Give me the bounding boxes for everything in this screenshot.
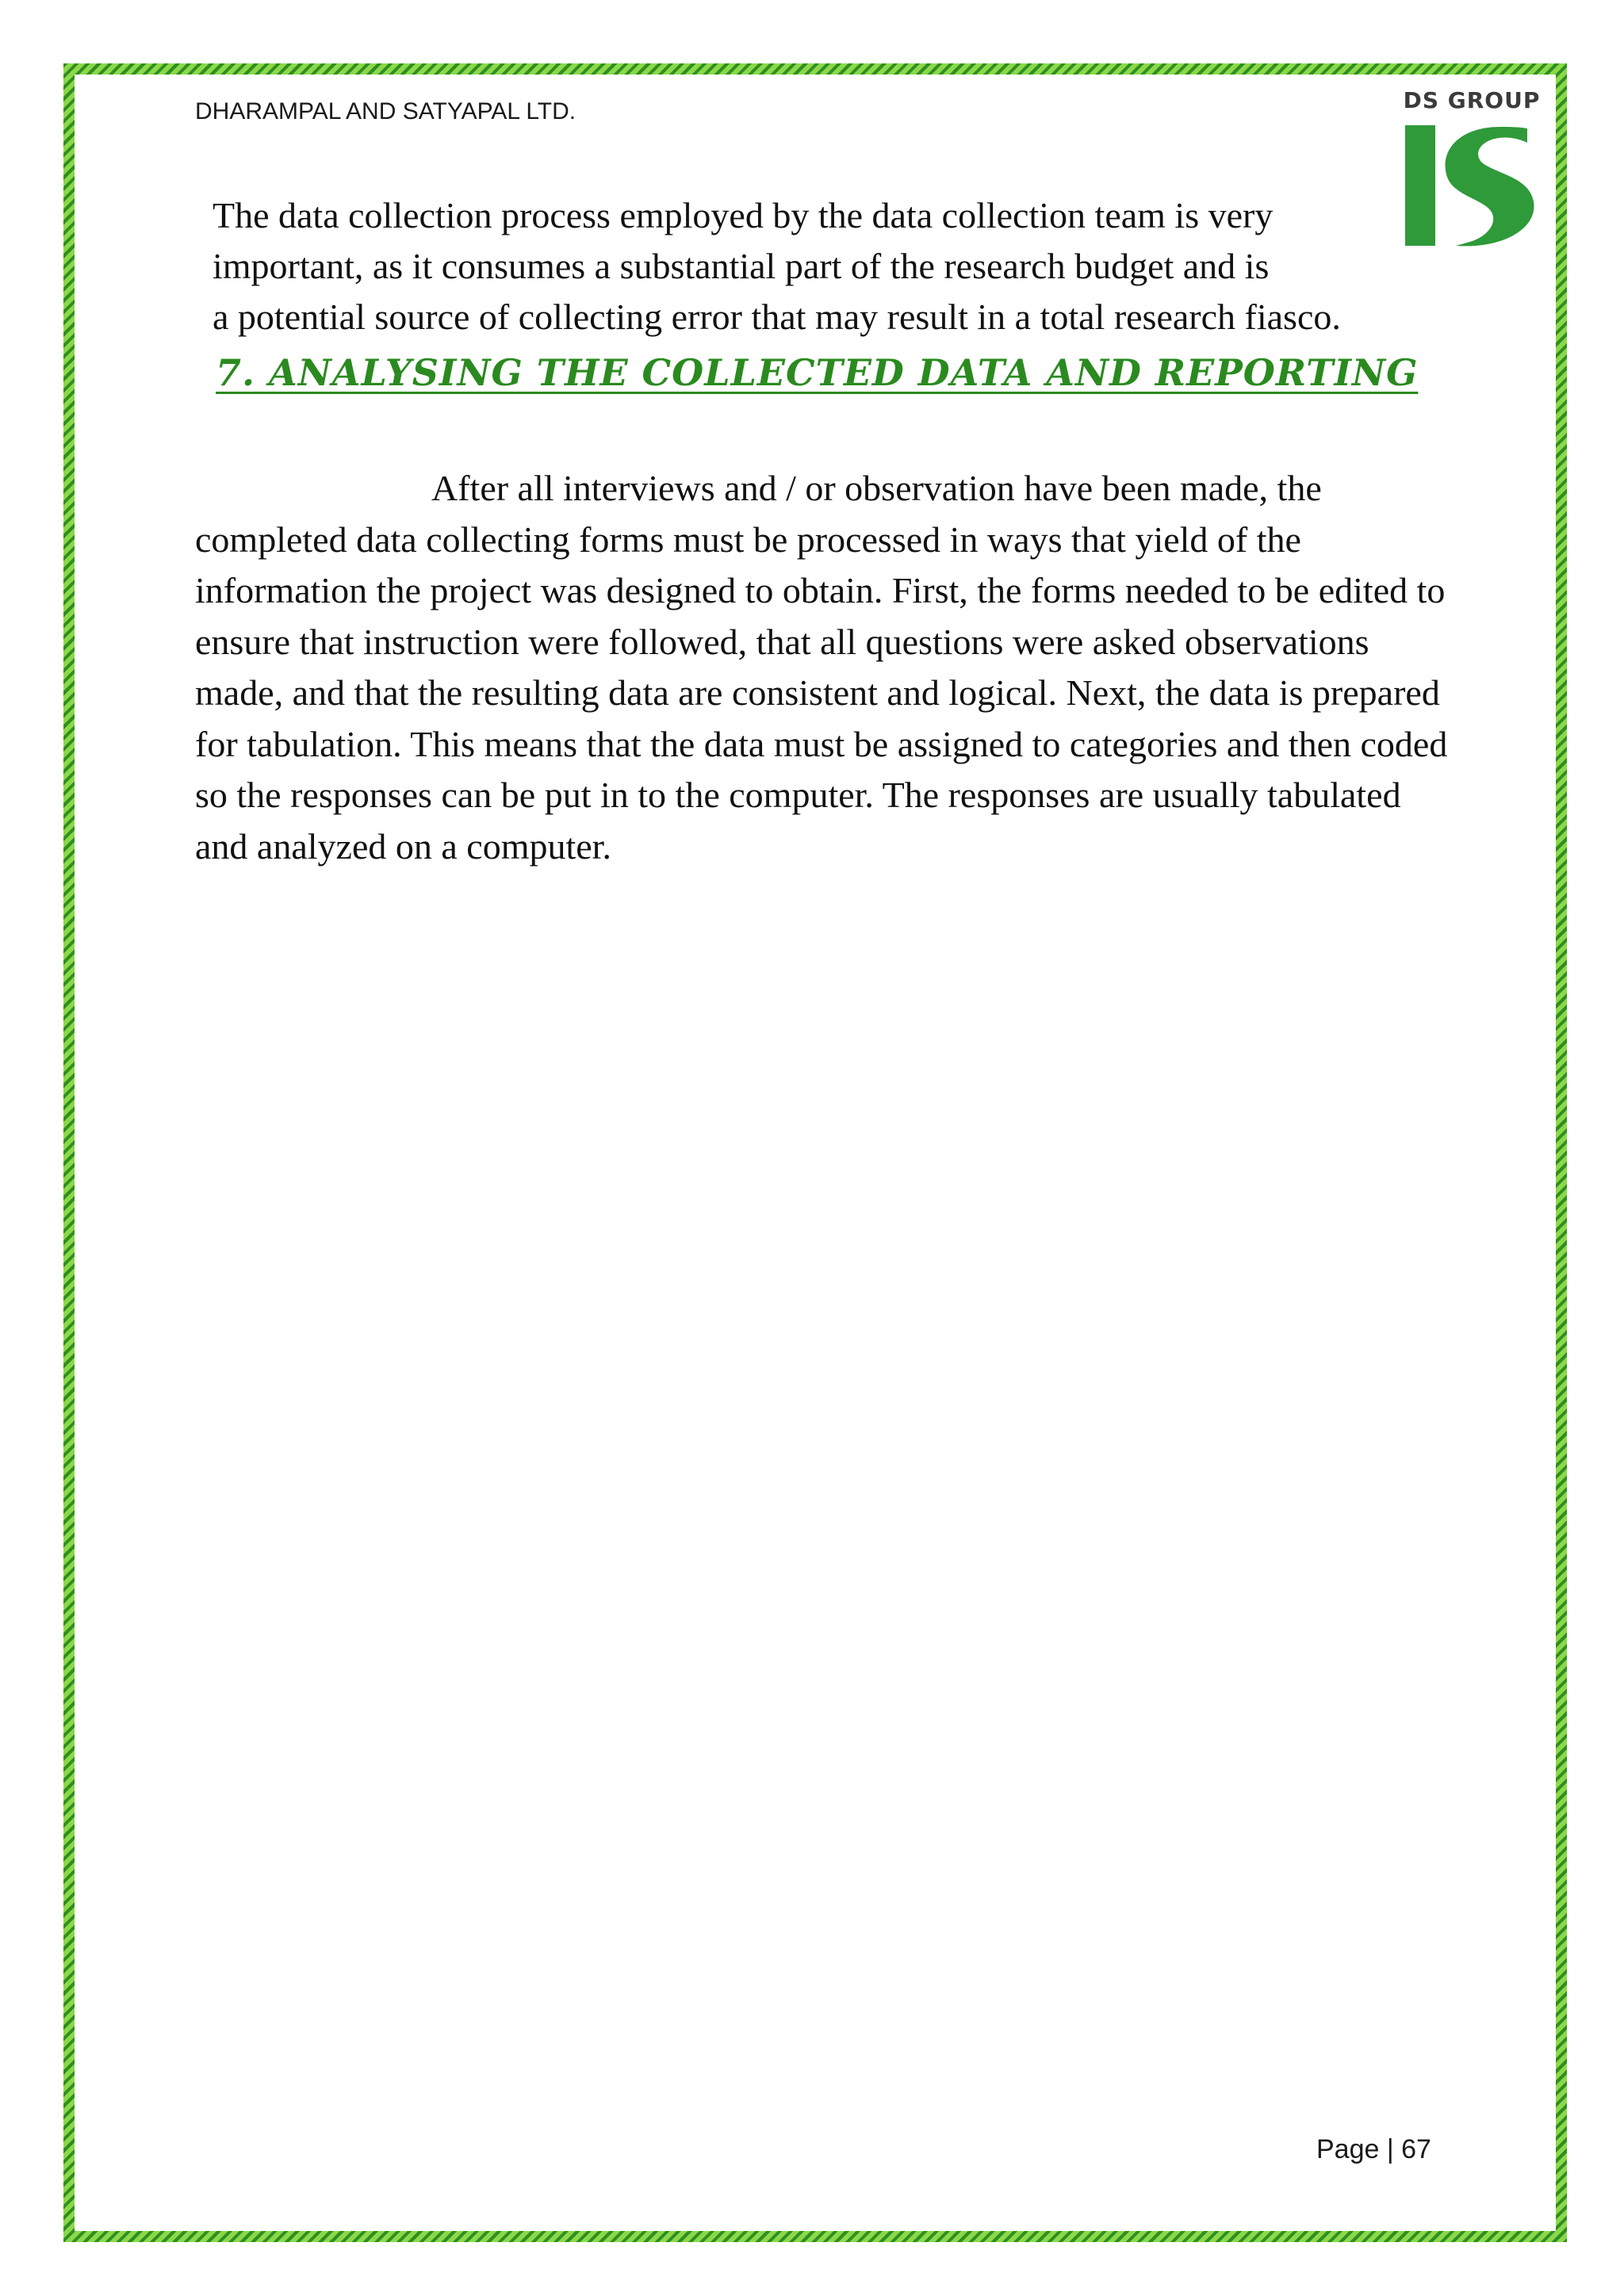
intro-line: a potential source of collecting error that may result in a total research fiasco.	[213, 297, 1341, 337]
intro-line: The data collection process employed by the data collection team is very	[213, 195, 1274, 235]
running-header: DHARAMPAL AND SATYAPAL LTD.	[195, 98, 576, 124]
logo-text: DS GROUP	[1403, 87, 1541, 113]
section-heading: 7. ANALYSING THE COLLECTED DATA AND REPORTING	[216, 351, 1419, 394]
intro-line: important, as it consumes a substantial part of the research budget and is	[213, 246, 1270, 286]
section-paragraph	[195, 463, 1448, 872]
section-paragraph-text: After all interviews and / or observation have been made, the completed data collecting forms must be processed in ways that yield of the information the project was designed to obtain. First, the forms needed to be edited to ensure that instruction were followed, that all questions were asked observations made, and that the resulting data are consistent and logical. Next, the data is prepared for tabulation. This means that the data must be assigned to categories and then coded so the responses can be put in to the computer. The responses are usually tabulated and analyzed on a computer.	[195, 468, 1448, 867]
page-number: Page | 67	[1316, 2134, 1431, 2164]
intro-paragraph	[213, 190, 1426, 342]
